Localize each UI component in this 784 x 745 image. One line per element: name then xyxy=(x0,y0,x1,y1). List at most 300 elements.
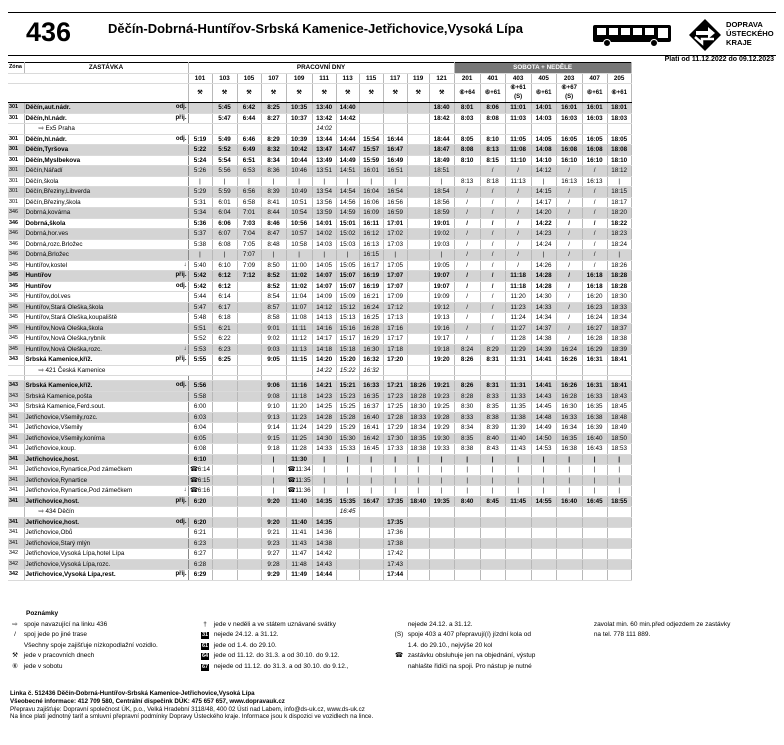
time-cell xyxy=(237,124,261,135)
time-cell: 14:49 xyxy=(336,155,359,166)
arr-dep-mark: ↓ xyxy=(162,260,188,271)
time-cell: / xyxy=(454,208,480,219)
trip-number: 119 xyxy=(407,73,429,84)
time-cell: | xyxy=(237,176,261,187)
trip-number: 101 xyxy=(188,73,212,84)
time-cell xyxy=(407,187,429,198)
time-cell xyxy=(407,302,429,313)
time-cell: 11:29 xyxy=(505,344,531,355)
legend-code-box: 64 xyxy=(201,653,209,659)
time-cell: / xyxy=(480,302,505,313)
time-cell xyxy=(212,507,237,518)
time-cell: 11:13 xyxy=(505,176,531,187)
time-cell: 18:40 xyxy=(429,103,454,114)
table-row xyxy=(8,507,631,518)
time-cell: 16:03 xyxy=(556,113,582,124)
time-cell: / xyxy=(454,271,480,282)
arr-dep-mark xyxy=(162,402,188,413)
legend-item xyxy=(8,641,178,652)
time-cell xyxy=(407,250,429,261)
time-cell: 14:20 xyxy=(312,355,336,366)
time-cell: 8:48 xyxy=(261,239,286,250)
time-cell: / xyxy=(582,197,607,208)
time-cell: 11:25 xyxy=(286,433,312,444)
time-cell: 13:59 xyxy=(312,208,336,219)
time-cell: | xyxy=(582,475,607,486)
arr-dep-mark xyxy=(162,208,188,219)
time-cell: 14:13 xyxy=(312,313,336,324)
table-row xyxy=(8,281,631,292)
time-cell: 14:03 xyxy=(312,239,336,250)
time-cell: 5:55 xyxy=(188,355,212,366)
arrows-logo-icon xyxy=(688,18,722,52)
arr-dep-mark xyxy=(162,444,188,455)
arr-dep-mark xyxy=(162,176,188,187)
time-cell: | xyxy=(336,486,359,497)
legend-symbol: † xyxy=(203,620,207,628)
time-cell: 11:39 xyxy=(505,423,531,434)
time-cell: 5:42 xyxy=(188,281,212,292)
legend-item xyxy=(392,630,592,641)
time-cell xyxy=(407,239,429,250)
time-cell: 8:13 xyxy=(480,145,505,156)
time-cell: 14:09 xyxy=(312,292,336,303)
time-cell: 6:12 xyxy=(212,271,237,282)
time-cell xyxy=(212,570,237,581)
time-cell: / xyxy=(480,208,505,219)
time-cell: | xyxy=(454,486,480,497)
time-cell xyxy=(336,528,359,539)
time-cell: 16:49 xyxy=(383,155,407,166)
time-cell: 11:05 xyxy=(505,134,531,145)
time-cell xyxy=(582,528,607,539)
time-cell: 11:18 xyxy=(286,391,312,402)
time-cell xyxy=(407,218,429,229)
time-cell: 14:38 xyxy=(531,334,556,345)
time-cell: 14:53 xyxy=(531,444,556,455)
trip-number: 401 xyxy=(480,73,505,84)
time-cell: 17:43 xyxy=(383,559,407,570)
time-cell: / xyxy=(556,208,582,219)
stop-name: Dobrná,hor.ves xyxy=(24,229,162,240)
time-cell: | xyxy=(556,475,582,486)
time-cell: 18:50 xyxy=(607,433,631,444)
time-cell: | xyxy=(383,454,407,465)
time-cell: 8:05 xyxy=(454,134,480,145)
arr-dep-mark: přij. xyxy=(162,570,188,581)
time-cell: | xyxy=(383,475,407,486)
time-cell: 16:06 xyxy=(359,197,383,208)
arr-dep-mark: odj. xyxy=(162,134,188,145)
time-cell: 9:28 xyxy=(261,559,286,570)
trip-number: 103 xyxy=(212,73,237,84)
table-row xyxy=(8,113,631,124)
bus-icon xyxy=(592,23,674,47)
time-cell: 18:20 xyxy=(607,208,631,219)
time-cell: / xyxy=(505,218,531,229)
time-cell xyxy=(212,549,237,560)
time-cell: | xyxy=(261,176,286,187)
time-cell xyxy=(336,517,359,528)
legend-symbol xyxy=(198,630,212,641)
time-cell xyxy=(480,124,505,135)
table-row xyxy=(8,176,631,187)
table-row xyxy=(8,239,631,250)
zone-cell: 345 xyxy=(8,292,24,303)
arr-dep-mark xyxy=(162,197,188,208)
time-cell xyxy=(607,124,631,135)
time-cell: 5:37 xyxy=(188,229,212,240)
legend-symbol: / xyxy=(14,631,16,638)
arr-dep-mark xyxy=(162,465,188,476)
arr-dep-mark xyxy=(162,250,188,261)
table-row xyxy=(8,549,631,560)
time-cell: | xyxy=(480,486,505,497)
time-cell: 9:06 xyxy=(261,381,286,392)
time-cell: 17:30 xyxy=(383,433,407,444)
time-cell: / xyxy=(480,313,505,324)
time-cell: 11:24 xyxy=(505,313,531,324)
time-cell: 16:34 xyxy=(556,423,582,434)
time-cell: | xyxy=(359,454,383,465)
brand-line-3: KRAJE xyxy=(726,38,752,47)
time-cell: 14:15 xyxy=(531,187,556,198)
arr-dep-mark xyxy=(162,391,188,402)
time-cell: 5:52 xyxy=(212,145,237,156)
time-cell: 6:08 xyxy=(212,239,237,250)
time-cell: 8:13 xyxy=(454,176,480,187)
weekday-header: PRACOVNÍ DNY xyxy=(188,63,454,74)
time-cell: 19:07 xyxy=(429,271,454,282)
time-cell: 16:56 xyxy=(383,197,407,208)
legend-column-1 xyxy=(8,609,178,672)
time-cell xyxy=(261,365,286,376)
time-cell: | xyxy=(286,250,312,261)
line-route-title: Děčín-Dobrná-Huntířov-Srbská Kamenice-Jetřichovice,Vysoká Lípa xyxy=(108,21,523,36)
time-cell: 6:21 xyxy=(188,528,212,539)
time-cell: 5:47 xyxy=(188,302,212,313)
stop-name: Děčín,Nářadí xyxy=(24,166,162,177)
legend-item xyxy=(392,620,592,631)
time-cell: / xyxy=(480,323,505,334)
trip-number: 121 xyxy=(429,73,454,84)
zone-cell: 301 xyxy=(8,155,24,166)
stop-name: Huntířov,Nová Oleška,škola xyxy=(24,323,162,334)
time-cell: 16:19 xyxy=(359,281,383,292)
time-cell: 11:18 xyxy=(505,271,531,282)
time-cell: 6:01 xyxy=(212,197,237,208)
time-cell: 14:56 xyxy=(336,197,359,208)
time-cell: 19:12 xyxy=(429,302,454,313)
time-cell: | xyxy=(531,250,556,261)
trip-symbol xyxy=(237,84,261,103)
time-cell: 5:36 xyxy=(188,218,212,229)
time-cell: 15:01 xyxy=(336,218,359,229)
time-cell xyxy=(237,496,261,507)
table-row xyxy=(8,391,631,402)
time-cell xyxy=(480,538,505,549)
time-cell: 11:45 xyxy=(505,496,531,507)
time-cell: | xyxy=(531,465,556,476)
table-row xyxy=(8,402,631,413)
time-cell: 18:38 xyxy=(407,444,429,455)
zone-cell: 345 xyxy=(8,260,24,271)
legend-code-box: 67 xyxy=(201,663,209,670)
time-cell: / xyxy=(454,323,480,334)
weekend-header: SOBOTA + NEDĚLE xyxy=(454,63,631,74)
time-cell: 16:40 xyxy=(359,412,383,423)
time-cell: 6:12 xyxy=(212,281,237,292)
time-cell xyxy=(336,538,359,549)
zone-cell: 301 xyxy=(8,187,24,198)
time-cell: 5:58 xyxy=(188,391,212,402)
trip-symbol xyxy=(261,84,286,103)
time-cell: 16:27 xyxy=(582,323,607,334)
time-cell: 16:38 xyxy=(582,412,607,423)
time-cell: 8:08 xyxy=(454,145,480,156)
time-cell xyxy=(407,260,429,271)
legend-text: nejede 24.12. a 31.12. xyxy=(407,620,473,628)
time-cell: 16:23 xyxy=(582,302,607,313)
time-cell: 16:10 xyxy=(582,155,607,166)
time-cell: 8:34 xyxy=(454,423,480,434)
time-cell: / xyxy=(582,187,607,198)
time-cell: 15:33 xyxy=(336,444,359,455)
table-row xyxy=(8,423,631,434)
time-cell xyxy=(237,528,261,539)
arr-dep-mark: přij. xyxy=(162,271,188,282)
time-cell xyxy=(188,103,212,114)
time-cell xyxy=(480,507,505,518)
time-cell xyxy=(505,507,531,518)
arr-dep-mark: ↓ xyxy=(162,486,188,497)
time-cell xyxy=(212,538,237,549)
time-cell: 5:22 xyxy=(188,145,212,156)
time-cell: 14:48 xyxy=(531,412,556,423)
table-row xyxy=(8,292,631,303)
zone-cell: 341 xyxy=(8,496,24,507)
arr-dep-mark xyxy=(162,538,188,549)
time-cell: 16:28 xyxy=(556,391,582,402)
time-cell: 6:03 xyxy=(188,412,212,423)
time-cell xyxy=(505,570,531,581)
time-cell: / xyxy=(454,187,480,198)
time-cell: 9:21 xyxy=(261,528,286,539)
time-cell: | xyxy=(556,465,582,476)
arr-dep-mark: přij. xyxy=(162,113,188,124)
time-cell: 17:05 xyxy=(383,260,407,271)
time-cell xyxy=(556,570,582,581)
time-cell: 16:13 xyxy=(359,239,383,250)
time-cell: 6:10 xyxy=(188,454,212,465)
time-cell: 18:48 xyxy=(607,412,631,423)
time-cell: 16:30 xyxy=(556,402,582,413)
table-row xyxy=(8,486,631,497)
time-cell: 16:25 xyxy=(359,313,383,324)
stop-name: Děčín,Březiny,škola xyxy=(24,197,162,208)
brand-line-2: ÚSTECKÉHO xyxy=(726,29,774,38)
time-cell xyxy=(429,365,454,376)
time-cell: | xyxy=(286,176,312,187)
time-cell: 14:30 xyxy=(531,292,556,303)
time-cell: 7:04 xyxy=(237,229,261,240)
time-cell: 18:45 xyxy=(607,402,631,413)
time-cell: 5:56 xyxy=(212,166,237,177)
time-cell: 16:35 xyxy=(359,391,383,402)
time-cell: | xyxy=(607,250,631,261)
time-cell: 18:30 xyxy=(407,402,429,413)
time-cell: | xyxy=(383,465,407,476)
legend-code-box: 31 xyxy=(201,632,209,638)
time-cell xyxy=(237,365,261,376)
zone-cell: 346 xyxy=(8,218,24,229)
legend-item xyxy=(392,641,592,652)
time-cell: 16:43 xyxy=(582,444,607,455)
table-row xyxy=(8,134,631,145)
time-cell: | xyxy=(505,486,531,497)
time-cell: 11:12 xyxy=(286,334,312,345)
time-cell: 17:07 xyxy=(383,281,407,292)
time-cell xyxy=(407,145,429,156)
time-cell: 8:47 xyxy=(261,229,286,240)
time-cell: 17:35 xyxy=(383,496,407,507)
time-cell: 19:17 xyxy=(429,334,454,345)
time-cell: | xyxy=(359,475,383,486)
time-cell: 6:18 xyxy=(212,313,237,324)
legend-code-box: 61 xyxy=(201,642,209,649)
time-cell xyxy=(480,528,505,539)
trip-symbol xyxy=(454,84,480,103)
time-cell: | xyxy=(454,465,480,476)
time-cell: | xyxy=(359,465,383,476)
legend-text: zavolat min. 60 min.před odjezdem ze zastávky xyxy=(593,620,731,628)
time-cell xyxy=(531,365,556,376)
time-cell: 15:59 xyxy=(359,155,383,166)
time-cell: / xyxy=(454,260,480,271)
time-cell xyxy=(212,433,237,444)
time-cell xyxy=(359,570,383,581)
time-cell: 8:06 xyxy=(480,103,505,114)
time-cell xyxy=(454,365,480,376)
time-cell: 18:49 xyxy=(607,423,631,434)
time-cell: | xyxy=(312,454,336,465)
time-cell: 18:17 xyxy=(607,197,631,208)
time-cell: 16:03 xyxy=(582,113,607,124)
time-cell: 6:04 xyxy=(188,423,212,434)
time-cell xyxy=(556,549,582,560)
zone-header: Zóna xyxy=(8,63,24,74)
zone-cell: 301 xyxy=(8,145,24,156)
time-cell xyxy=(407,124,429,135)
time-cell: 18:22 xyxy=(607,218,631,229)
time-cell: 9:01 xyxy=(261,323,286,334)
zone-cell: 341 xyxy=(8,433,24,444)
time-cell: 7:12 xyxy=(237,271,261,282)
time-cell: / xyxy=(454,281,480,292)
time-cell: 6:06 xyxy=(212,218,237,229)
legend-symbol: ☎ xyxy=(394,652,404,659)
time-cell: | xyxy=(531,454,556,465)
time-cell: 15:07 xyxy=(336,281,359,292)
time-cell: 8:10 xyxy=(454,155,480,166)
time-cell: / xyxy=(582,218,607,229)
time-cell: 10:35 xyxy=(286,103,312,114)
time-cell: 19:03 xyxy=(429,239,454,250)
time-cell: 19:30 xyxy=(429,433,454,444)
legend-item xyxy=(8,620,178,631)
time-cell: 10:54 xyxy=(286,208,312,219)
time-cell: 8:58 xyxy=(261,313,286,324)
time-cell: / xyxy=(480,197,505,208)
time-cell: 9:20 xyxy=(261,517,286,528)
trip-symbol-label: ⚒ xyxy=(321,89,327,96)
time-cell: | xyxy=(261,454,286,465)
time-cell: 13:47 xyxy=(312,145,336,156)
time-cell: 18:28 xyxy=(607,271,631,282)
time-cell: 14:12 xyxy=(312,302,336,313)
time-cell xyxy=(212,465,237,476)
trip-symbol xyxy=(286,84,312,103)
time-cell: 14:05 xyxy=(312,260,336,271)
legend-text: jede v sobotu xyxy=(23,662,63,670)
time-cell: 8:39 xyxy=(261,187,286,198)
legend-text: Všechny spoje zajišťuje nízkopodlažní vozidlo. xyxy=(23,641,158,649)
time-cell: 16:45 xyxy=(359,444,383,455)
zone-cell: 341 xyxy=(8,454,24,465)
time-cell: 6:20 xyxy=(188,496,212,507)
time-cell: 16:40 xyxy=(582,433,607,444)
zone-cell: 341 xyxy=(8,528,24,539)
time-cell xyxy=(556,559,582,570)
time-cell: / xyxy=(556,281,582,292)
arr-dep-mark xyxy=(162,423,188,434)
time-cell: 14:38 xyxy=(312,538,336,549)
time-cell xyxy=(454,166,480,177)
time-cell: 16:31 xyxy=(582,381,607,392)
legend-symbol: ⚒ xyxy=(12,652,18,659)
time-cell: 11:43 xyxy=(286,538,312,549)
time-cell xyxy=(383,124,407,135)
time-cell: 19:02 xyxy=(429,229,454,240)
trip-symbol-label: ⚒ xyxy=(415,89,421,96)
time-cell: 14:37 xyxy=(531,323,556,334)
legend-column-4 xyxy=(578,620,776,641)
arr-dep-mark xyxy=(162,145,188,156)
time-cell: 9:23 xyxy=(261,538,286,549)
time-cell: ☎11:34 xyxy=(287,466,311,474)
footer-tariff: Na lince platí jednotný tarif a smluvní přepravní podmínky Dopravy Ústeckého kraje. Informace jsou k dispozici ve vozidlech na lince. xyxy=(10,713,374,721)
time-cell: 5:44 xyxy=(188,292,212,303)
arr-dep-mark xyxy=(162,549,188,560)
time-cell: 18:26 xyxy=(607,260,631,271)
time-cell xyxy=(480,365,505,376)
stop-name: Jetřichovice,Obů xyxy=(24,528,162,539)
time-cell: 14:54 xyxy=(336,187,359,198)
time-cell: / xyxy=(556,218,582,229)
arr-dep-mark xyxy=(162,334,188,345)
time-cell: 14:28 xyxy=(531,271,556,282)
time-cell xyxy=(582,517,607,528)
trip-number: 111 xyxy=(312,73,336,84)
time-cell: 15:12 xyxy=(336,302,359,313)
table-row xyxy=(8,155,631,166)
time-cell: 10:49 xyxy=(286,187,312,198)
time-cell: 6:58 xyxy=(237,197,261,208)
time-cell: 16:15 xyxy=(359,250,383,261)
time-cell: / xyxy=(480,239,505,250)
arr-dep-mark xyxy=(162,323,188,334)
time-cell: 17:17 xyxy=(383,334,407,345)
